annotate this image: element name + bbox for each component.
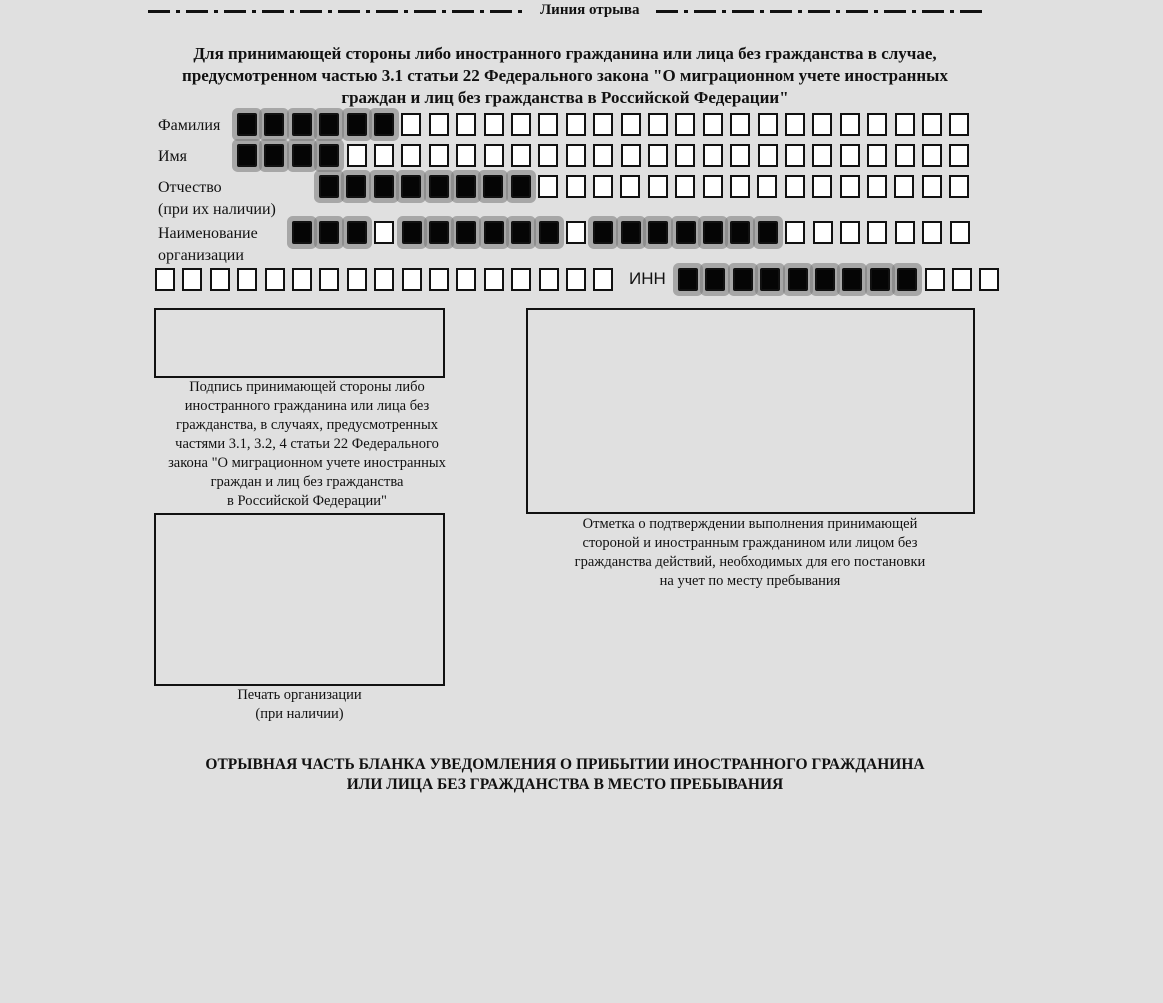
patronymic-cell[interactable] (483, 175, 503, 198)
surname-cell[interactable] (429, 113, 449, 136)
extra-cell[interactable] (456, 268, 476, 291)
signature-caption: Подпись принимающей стороны либо иностранного гражданина или лица без гражданства, в случаях, предусмотренных частями 3.1, 3.2, 4 статьи 22 Федерального закона "О миграционном учете иностранных граждан и лиц без гражданства в Российской Федерации" (168, 379, 446, 509)
signature-box[interactable] (154, 308, 445, 378)
inn-cell[interactable] (815, 268, 835, 291)
confirmation-caption: Отметка о подтверждении выполнения принимающей стороной и иностранным гражданином или лицом без гражданства действий, необходимых для его постановки на учет по месту пребывания (574, 516, 926, 589)
name-cell[interactable] (237, 144, 257, 167)
name-cell[interactable] (895, 144, 915, 167)
organization-cell[interactable] (292, 221, 312, 244)
organization-cell[interactable] (758, 221, 778, 244)
name-cell[interactable] (785, 144, 805, 167)
surname-cell[interactable] (758, 113, 778, 136)
inn-cell[interactable] (952, 268, 972, 291)
surname-cell[interactable] (621, 113, 641, 136)
name-cell[interactable] (840, 144, 860, 167)
inn-cell[interactable] (870, 268, 890, 291)
surname-cell[interactable] (292, 113, 312, 136)
organization-cell[interactable] (676, 221, 696, 244)
organization-cell[interactable] (456, 221, 476, 244)
patronymic-cell[interactable] (566, 175, 586, 198)
organization-cell[interactable] (730, 221, 750, 244)
organization-cell[interactable] (374, 221, 394, 244)
patronymic-cell[interactable] (812, 175, 832, 198)
name-cell[interactable] (538, 144, 558, 167)
organization-cell[interactable] (648, 221, 668, 244)
surname-cell[interactable] (237, 113, 257, 136)
organization-cell[interactable] (895, 221, 915, 244)
patronymic-cell[interactable] (319, 175, 339, 198)
inn-cell[interactable] (979, 268, 999, 291)
patronymic-cell[interactable] (840, 175, 860, 198)
extra-cell[interactable] (374, 268, 394, 291)
name-cell[interactable] (429, 144, 449, 167)
footer-title (150, 755, 980, 795)
patronymic-cell[interactable] (620, 175, 640, 198)
inn-cell[interactable] (897, 268, 917, 291)
patronymic-cell[interactable] (922, 175, 942, 198)
name-cell[interactable] (484, 144, 504, 167)
patronymic-cell[interactable] (511, 175, 531, 198)
organization-cell[interactable] (621, 221, 641, 244)
organization-cell[interactable] (429, 221, 449, 244)
name-cell[interactable] (319, 144, 339, 167)
patronymic-cell[interactable] (538, 175, 558, 198)
organization-cell[interactable] (785, 221, 805, 244)
extra-cell[interactable] (265, 268, 285, 291)
name-cell[interactable] (292, 144, 312, 167)
name-cell[interactable] (867, 144, 887, 167)
extra-cell[interactable] (402, 268, 422, 291)
surname-cell[interactable] (374, 113, 394, 136)
name-cell[interactable] (922, 144, 942, 167)
patronymic-cell[interactable] (374, 175, 394, 198)
name-cell[interactable] (264, 144, 284, 167)
surname-cell[interactable] (511, 113, 531, 136)
name-cell[interactable] (593, 144, 613, 167)
extra-cell[interactable] (347, 268, 367, 291)
organization-cell[interactable] (703, 221, 723, 244)
name-cell[interactable] (566, 144, 586, 167)
inn-cell[interactable] (733, 268, 753, 291)
name-cell[interactable] (374, 144, 394, 167)
inn-cell[interactable] (842, 268, 862, 291)
organization-cell[interactable] (484, 221, 504, 244)
name-cell[interactable] (621, 144, 641, 167)
extra-cell[interactable] (593, 268, 613, 291)
extra-cell[interactable] (511, 268, 531, 291)
organization-cell[interactable] (950, 221, 970, 244)
inn-cell[interactable] (788, 268, 808, 291)
surname-cell[interactable] (347, 113, 367, 136)
organization-cell[interactable] (867, 221, 887, 244)
organization-cell[interactable] (840, 221, 860, 244)
surname-cell[interactable] (401, 113, 421, 136)
organization-label-2: организации (158, 247, 244, 264)
inn-label: ИНН (629, 269, 666, 288)
surname-cell[interactable] (566, 113, 586, 136)
name-cell[interactable] (456, 144, 476, 167)
surname-cell[interactable] (785, 113, 805, 136)
organization-cell[interactable] (319, 221, 339, 244)
name-cell[interactable] (648, 144, 668, 167)
form-title: Для принимающей стороны либо иностранного гражданина или лица без гражданства в случае, предусмотренном частью 3.1 статьи 22 Федерального закона "О миграционном учете иностранных граждан и лиц без гражданства в Российской Федерации" (182, 44, 948, 107)
surname-cell[interactable] (319, 113, 339, 136)
patronymic-cell[interactable] (429, 175, 449, 198)
name-cell[interactable] (758, 144, 778, 167)
name-cell[interactable] (730, 144, 750, 167)
patronymic-cell[interactable] (785, 175, 805, 198)
surname-cell[interactable] (840, 113, 860, 136)
name-label: Имя (158, 148, 188, 165)
organization-cell[interactable] (593, 221, 613, 244)
surname-cell[interactable] (456, 113, 476, 136)
patronymic-cell[interactable] (675, 175, 695, 198)
inn-cell[interactable] (678, 268, 698, 291)
surname-cell[interactable] (922, 113, 942, 136)
patronymic-cell[interactable] (757, 175, 777, 198)
extra-cell[interactable] (155, 268, 175, 291)
patronymic-cell[interactable] (949, 175, 969, 198)
extra-cell[interactable] (292, 268, 312, 291)
organization-cell[interactable] (566, 221, 586, 244)
stamp-caption: Печать организации (при наличии) (237, 687, 362, 722)
name-cell[interactable] (675, 144, 695, 167)
name-cell[interactable] (347, 144, 367, 167)
name-cell[interactable] (511, 144, 531, 167)
surname-cell[interactable] (812, 113, 832, 136)
patronymic-cell[interactable] (894, 175, 914, 198)
patronymic-cell[interactable] (648, 175, 668, 198)
extra-cell[interactable] (210, 268, 230, 291)
patronymic-note: (при их наличии) (158, 201, 276, 218)
patronymic-label: Отчество (158, 179, 222, 196)
surname-cell[interactable] (648, 113, 668, 136)
surname-label: Фамилия (158, 117, 221, 134)
name-cell[interactable] (949, 144, 969, 167)
organization-cell[interactable] (922, 221, 942, 244)
surname-cell[interactable] (895, 113, 915, 136)
patronymic-cell[interactable] (703, 175, 723, 198)
surname-cell[interactable] (867, 113, 887, 136)
patronymic-cell[interactable] (401, 175, 421, 198)
footer-text: ОТРЫВНАЯ ЧАСТЬ БЛАНКА УВЕДОМЛЕНИЯ О ПРИБЫТИИ ИНОСТРАННОГО ГРАЖДАНИНА ИЛИ ЛИЦА БЕЗ ГРАЖДАНСТВА В МЕСТО ПРЕБЫВАНИЯ (205, 756, 925, 793)
surname-cell[interactable] (703, 113, 723, 136)
extra-cell[interactable] (319, 268, 339, 291)
extra-cell[interactable] (539, 268, 559, 291)
patronymic-cell[interactable] (456, 175, 476, 198)
organization-cell[interactable] (539, 221, 559, 244)
organization-cell[interactable] (813, 221, 833, 244)
inn-cell[interactable] (925, 268, 945, 291)
surname-cell[interactable] (675, 113, 695, 136)
tear-line-right (656, 10, 982, 13)
surname-cell[interactable] (593, 113, 613, 136)
surname-cell[interactable] (730, 113, 750, 136)
name-cell[interactable] (812, 144, 832, 167)
organization-cell[interactable] (511, 221, 531, 244)
surname-cell[interactable] (538, 113, 558, 136)
tear-line-label: Линия отрыва (540, 2, 640, 18)
surname-cell[interactable] (264, 113, 284, 136)
patronymic-cell[interactable] (346, 175, 366, 198)
organization-cell[interactable] (402, 221, 422, 244)
inn-cell[interactable] (760, 268, 780, 291)
organization-label-1: Наименование (158, 225, 258, 242)
extra-cell[interactable] (429, 268, 449, 291)
name-cell[interactable] (401, 144, 421, 167)
name-cell[interactable] (703, 144, 723, 167)
surname-cell[interactable] (949, 113, 969, 136)
organization-cell[interactable] (347, 221, 367, 244)
confirmation-box[interactable] (526, 308, 975, 514)
extra-cell[interactable] (182, 268, 202, 291)
surname-cell[interactable] (484, 113, 504, 136)
patronymic-cell[interactable] (730, 175, 750, 198)
stamp-box[interactable] (154, 513, 445, 686)
extra-cell[interactable] (484, 268, 504, 291)
patronymic-cell[interactable] (593, 175, 613, 198)
inn-cell[interactable] (705, 268, 725, 291)
extra-cell[interactable] (566, 268, 586, 291)
patronymic-cell[interactable] (867, 175, 887, 198)
tear-line-left (148, 10, 526, 13)
extra-cell[interactable] (237, 268, 257, 291)
